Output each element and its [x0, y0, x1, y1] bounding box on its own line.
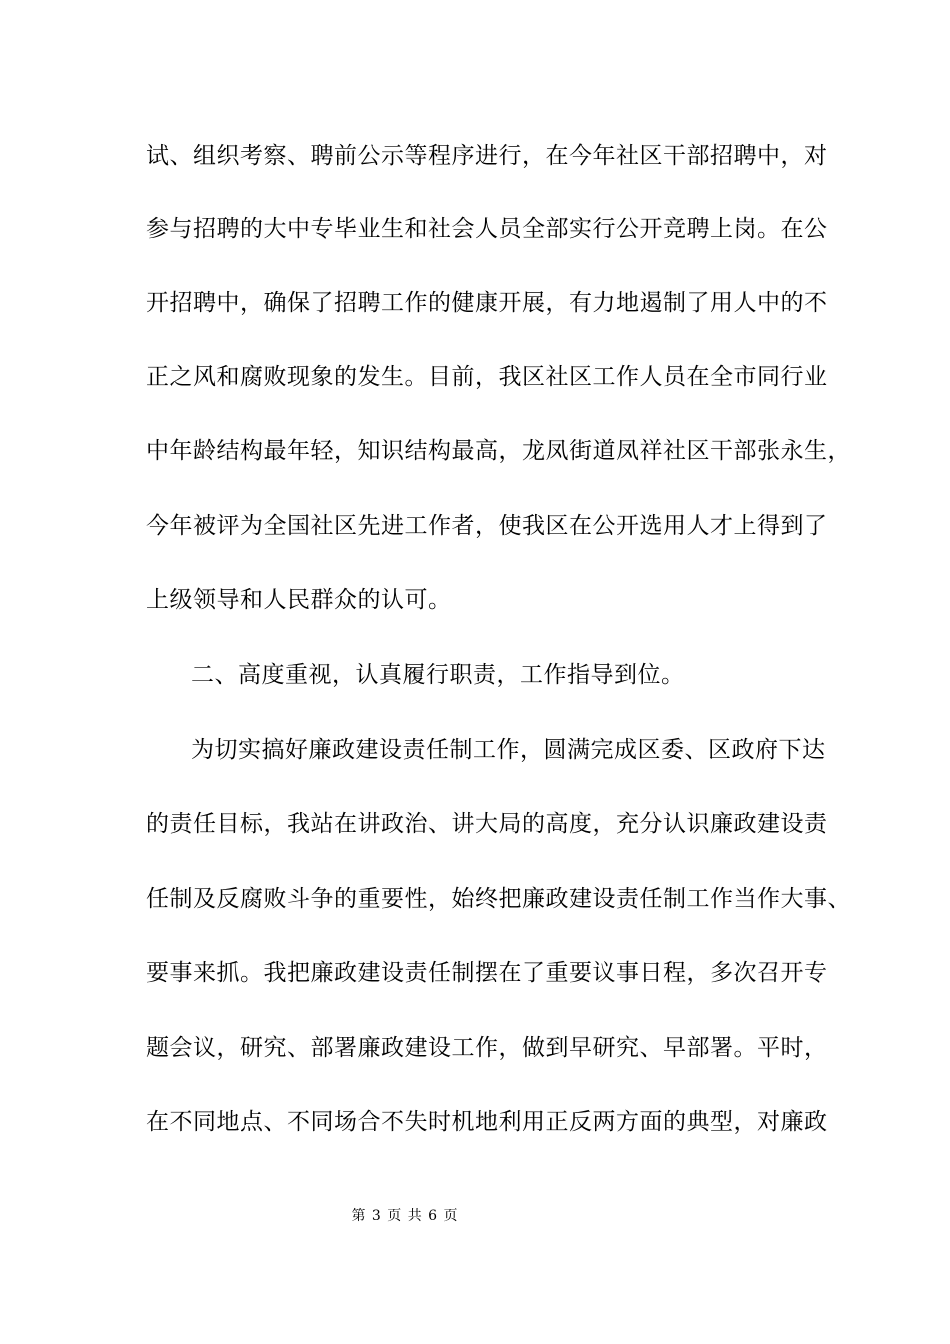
paragraph-line: 要事来抓。我把廉政建设责任制摆在了重要议事日程，多次召开专: [146, 960, 828, 986]
paragraph-line: 上级领导和人民群众的认可。: [146, 587, 452, 613]
paragraph-line: 任制及反腐败斗争的重要性，始终把廉政建设责任制工作当作大事、: [146, 886, 851, 912]
paragraph-line: 开招聘中，确保了招聘工作的健康开展，有力地遏制了用人中的不: [146, 290, 828, 316]
paragraph-line: 为切实搞好廉政建设责任制工作，圆满完成区委、区政府下达: [191, 737, 826, 763]
paragraph-line: 正之风和腐败现象的发生。目前，我区社区工作人员在全市同行业: [146, 364, 828, 390]
paragraph-line: 题会议，研究、部署廉政建设工作，做到早研究、早部署。平时，: [146, 1035, 828, 1061]
paragraph-line: 试、组织考察、聘前公示等程序进行，在今年社区干部招聘中，对: [146, 143, 828, 169]
paragraph-line: 在不同地点、不同场合不失时机地利用正反两方面的典型，对廉政: [146, 1109, 828, 1135]
section-heading: 二、高度重视，认真履行职责，工作指导到位。: [191, 662, 685, 688]
paragraph-line: 中年龄结构最年轻，知识结构最高，龙凤街道凤祥社区干部张永生，: [146, 438, 851, 464]
page-number-footer: 第 3 页 共 6 页: [351, 1208, 459, 1224]
paragraph-line: 参与招聘的大中专毕业生和社会人员全部实行公开竞聘上岗。在公: [146, 216, 828, 242]
paragraph-line: 今年被评为全国社区先进工作者，使我区在公开选用人才上得到了: [146, 513, 828, 539]
paragraph-line: 的责任目标，我站在讲政治、讲大局的高度，充分认识廉政建设责: [146, 811, 828, 837]
